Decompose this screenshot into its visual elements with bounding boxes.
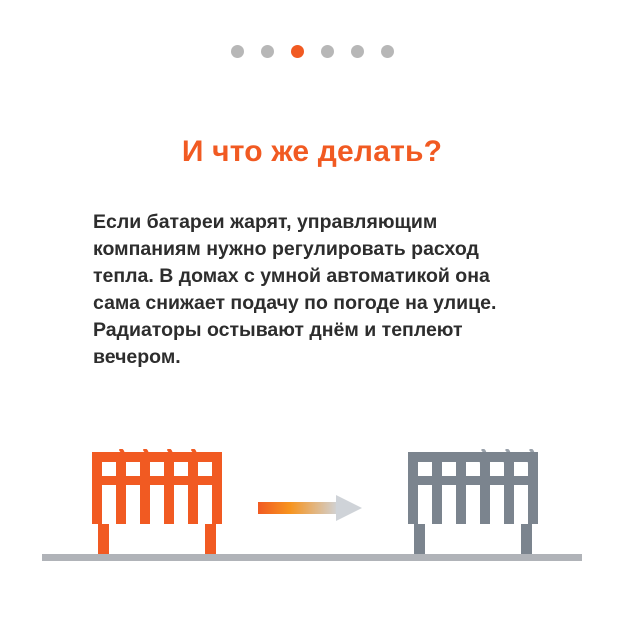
cool-radiator-fin <box>408 452 418 524</box>
pagination-dot-2[interactable] <box>261 45 274 58</box>
pagination-dot-1[interactable] <box>231 45 244 58</box>
hot-radiator-fin <box>92 452 102 524</box>
slide-pagination[interactable] <box>0 45 624 58</box>
cool-radiator-fin <box>504 452 514 524</box>
cool-radiator-body <box>408 452 538 524</box>
hot-radiator-fin <box>212 452 222 524</box>
cool-radiator-top-rail <box>408 452 538 462</box>
hot-radiator-mid-rail <box>92 476 222 485</box>
transition-arrow-icon <box>258 495 366 521</box>
pagination-dot-5[interactable] <box>351 45 364 58</box>
cool-radiator-fin <box>456 452 466 524</box>
cool-radiator-leg <box>521 524 532 554</box>
hot-radiator-fin <box>140 452 150 524</box>
cool-radiator-fin <box>480 452 490 524</box>
cool-radiator-mid-rail <box>408 476 538 485</box>
pagination-dot-3-active[interactable] <box>291 45 304 58</box>
cool-radiator-leg <box>414 524 425 554</box>
hot-radiator-fin <box>116 452 126 524</box>
hot-radiator-top-rail <box>92 452 222 462</box>
floor-line <box>42 554 582 561</box>
hot-radiator-fin <box>164 452 174 524</box>
hot-radiator-leg <box>205 524 216 554</box>
hot-radiator-fin <box>188 452 198 524</box>
pagination-dot-4[interactable] <box>321 45 334 58</box>
body-paragraph: Если батареи жарят, управляющим компаниям нужно регулировать расход тепла. В домах с умной автоматикой она сама снижает подачу по погоде на улице. Радиаторы остывают днём и теплеют вечером. <box>93 211 497 368</box>
arrow-shaft <box>258 502 338 514</box>
page-title: И что же делать? <box>181 135 443 168</box>
cool-radiator-fin <box>432 452 442 524</box>
cool-radiator-fin <box>528 452 538 524</box>
pagination-dot-6[interactable] <box>381 45 394 58</box>
hot-radiator-leg <box>98 524 109 554</box>
arrow-head <box>336 495 362 521</box>
hot-radiator-body <box>92 452 222 524</box>
radiator-comparison-diagram <box>0 415 624 580</box>
